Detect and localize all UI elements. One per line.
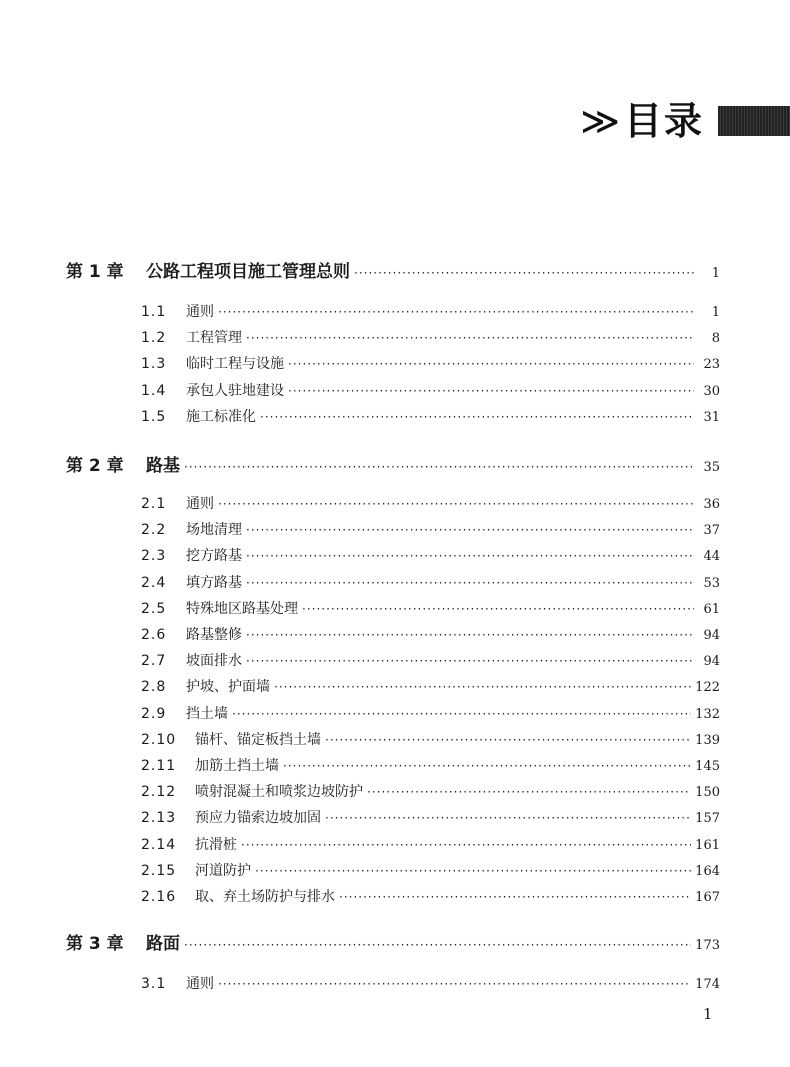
section-title: 加筋土挡土墙 bbox=[195, 758, 279, 774]
section-number: 2.4 bbox=[141, 574, 167, 591]
section-entry[interactable] bbox=[141, 380, 720, 402]
chapter-page-number: 173 bbox=[695, 938, 720, 953]
section-page-number: 23 bbox=[703, 357, 720, 373]
section-entry[interactable] bbox=[141, 729, 720, 751]
section-number: 2.15 bbox=[141, 862, 177, 879]
section-number: 3.1 bbox=[141, 976, 167, 992]
section-title: 护坡、护面墙 bbox=[186, 679, 270, 696]
section-entry[interactable] bbox=[141, 886, 720, 908]
section-page-number: 61 bbox=[703, 601, 720, 617]
dot-leader bbox=[246, 523, 694, 537]
section-number: 2.8 bbox=[141, 679, 167, 696]
dot-leader bbox=[283, 759, 691, 773]
chapter-page-number: 1 bbox=[711, 266, 720, 281]
section-entry[interactable] bbox=[141, 301, 720, 323]
section-title: 承包人驻地建设 bbox=[186, 382, 284, 399]
section-entry[interactable] bbox=[141, 519, 720, 541]
dot-leader bbox=[184, 460, 694, 474]
chapter-title: 公路工程项目施工管理总则 bbox=[146, 262, 350, 282]
section-number: 2.1 bbox=[141, 496, 167, 512]
section-page-number: 37 bbox=[703, 523, 720, 539]
section-title: 通则 bbox=[186, 496, 214, 512]
section-page-number: 94 bbox=[703, 654, 720, 670]
dot-leader bbox=[218, 497, 694, 511]
dot-leader bbox=[339, 890, 691, 904]
dot-leader bbox=[218, 977, 691, 991]
chapter-entry[interactable] bbox=[66, 451, 720, 476]
section-title: 锚杆、锚定板挡土墙 bbox=[195, 731, 321, 748]
dot-leader bbox=[218, 305, 694, 319]
section-page-number: 8 bbox=[711, 331, 720, 347]
section-number: 2.3 bbox=[141, 548, 167, 565]
section-number: 1.2 bbox=[141, 330, 167, 347]
section-title: 特殊地区路基处理 bbox=[186, 600, 298, 617]
page-number: 1 bbox=[703, 1005, 713, 1023]
section-entry[interactable] bbox=[141, 807, 720, 829]
section-page-number: 1 bbox=[711, 305, 720, 320]
section-page-number: 139 bbox=[695, 732, 720, 748]
section-page-number: 44 bbox=[703, 549, 720, 565]
section-entry[interactable] bbox=[141, 353, 720, 375]
section-page-number: 150 bbox=[695, 785, 720, 801]
section-page-number: 122 bbox=[695, 680, 720, 696]
section-entry[interactable] bbox=[141, 755, 720, 777]
section-number: 2.13 bbox=[141, 810, 177, 827]
section-number: 2.14 bbox=[141, 836, 177, 853]
dot-leader bbox=[288, 384, 694, 398]
section-number: 2.16 bbox=[141, 889, 177, 905]
section-page-number: 157 bbox=[695, 811, 720, 827]
section-entry[interactable] bbox=[141, 650, 720, 672]
dot-leader bbox=[246, 628, 694, 642]
section-page-number: 161 bbox=[695, 837, 720, 853]
page-header bbox=[580, 96, 790, 146]
dot-leader bbox=[274, 680, 691, 694]
dot-leader bbox=[325, 733, 691, 747]
section-title: 挖方路基 bbox=[186, 548, 242, 565]
section-entry[interactable] bbox=[141, 572, 720, 594]
section-entry[interactable] bbox=[141, 327, 720, 349]
section-title: 场地清理 bbox=[186, 522, 242, 539]
section-title: 工程管理 bbox=[186, 330, 242, 347]
section-title: 填方路基 bbox=[186, 574, 242, 591]
section-number: 2.11 bbox=[141, 758, 177, 774]
dot-leader bbox=[354, 266, 694, 280]
dot-leader bbox=[232, 707, 691, 721]
section-number: 2.12 bbox=[141, 784, 177, 801]
section-entry[interactable] bbox=[141, 598, 720, 620]
section-number: 2.5 bbox=[141, 600, 167, 617]
section-number: 1.4 bbox=[141, 382, 167, 399]
section-entry[interactable] bbox=[141, 973, 720, 995]
section-number: 2.9 bbox=[141, 705, 167, 722]
chapter-page-number: 35 bbox=[703, 460, 720, 475]
chapter-title: 路面 bbox=[146, 934, 180, 954]
section-title: 通则 bbox=[186, 976, 214, 992]
section-page-number: 30 bbox=[703, 383, 720, 399]
section-entry[interactable] bbox=[141, 493, 720, 515]
section-title: 挡土墙 bbox=[186, 705, 228, 722]
section-title: 河道防护 bbox=[195, 862, 251, 879]
chapter-number: 第 2 章 bbox=[66, 456, 124, 476]
chapter-number: 第 3 章 bbox=[66, 934, 124, 954]
dot-leader bbox=[325, 811, 691, 825]
section-number: 2.6 bbox=[141, 627, 167, 643]
double-chevron-icon: ≫ bbox=[580, 99, 614, 143]
section-page-number: 164 bbox=[695, 863, 720, 879]
section-page-number: 145 bbox=[695, 759, 720, 774]
section-title: 路基整修 bbox=[186, 627, 242, 643]
section-number: 1.1 bbox=[141, 304, 167, 320]
section-entry[interactable] bbox=[141, 624, 720, 646]
section-entry[interactable] bbox=[141, 703, 720, 725]
section-number: 2.7 bbox=[141, 653, 167, 670]
dot-leader bbox=[367, 785, 691, 799]
section-page-number: 132 bbox=[695, 706, 720, 722]
section-title: 预应力锚索边坡加固 bbox=[195, 810, 321, 827]
section-number: 2.2 bbox=[141, 522, 167, 539]
section-entry[interactable] bbox=[141, 676, 720, 698]
dot-leader bbox=[255, 864, 691, 878]
section-title: 通则 bbox=[186, 304, 214, 320]
section-entry[interactable] bbox=[141, 834, 720, 856]
chapter-title: 路基 bbox=[146, 456, 180, 476]
dot-leader bbox=[246, 576, 694, 590]
section-entry[interactable] bbox=[141, 545, 720, 567]
page-title: 目录 bbox=[623, 98, 704, 143]
dot-leader bbox=[288, 357, 694, 371]
section-number: 1.5 bbox=[141, 408, 167, 425]
chapter-number: 第 1 章 bbox=[66, 262, 124, 282]
chapter-entry[interactable] bbox=[66, 257, 720, 282]
section-title: 喷射混凝土和喷浆边坡防护 bbox=[195, 784, 363, 801]
section-number: 2.10 bbox=[141, 731, 177, 748]
section-title: 取、弃土场防护与排水 bbox=[195, 889, 335, 905]
dot-leader bbox=[246, 654, 694, 668]
chapter-entry[interactable] bbox=[66, 929, 720, 954]
dot-leader bbox=[260, 410, 694, 424]
dot-leader bbox=[302, 602, 694, 616]
title-decoration-bar bbox=[718, 106, 790, 136]
section-entry[interactable] bbox=[141, 781, 720, 803]
section-title: 临时工程与设施 bbox=[186, 356, 284, 373]
section-entry[interactable] bbox=[141, 406, 720, 428]
dot-leader bbox=[246, 331, 694, 345]
section-entry[interactable] bbox=[141, 860, 720, 882]
section-page-number: 94 bbox=[703, 628, 720, 643]
section-page-number: 31 bbox=[703, 409, 720, 425]
section-page-number: 36 bbox=[703, 497, 720, 512]
section-title: 抗滑桩 bbox=[195, 836, 237, 853]
dot-leader bbox=[241, 838, 691, 852]
section-page-number: 53 bbox=[703, 575, 720, 591]
dot-leader bbox=[184, 938, 691, 952]
dot-leader bbox=[246, 549, 694, 563]
section-title: 坡面排水 bbox=[186, 653, 242, 670]
section-page-number: 167 bbox=[695, 890, 720, 905]
section-title: 施工标准化 bbox=[186, 408, 256, 425]
section-page-number: 174 bbox=[695, 977, 720, 992]
section-number: 1.3 bbox=[141, 356, 167, 373]
